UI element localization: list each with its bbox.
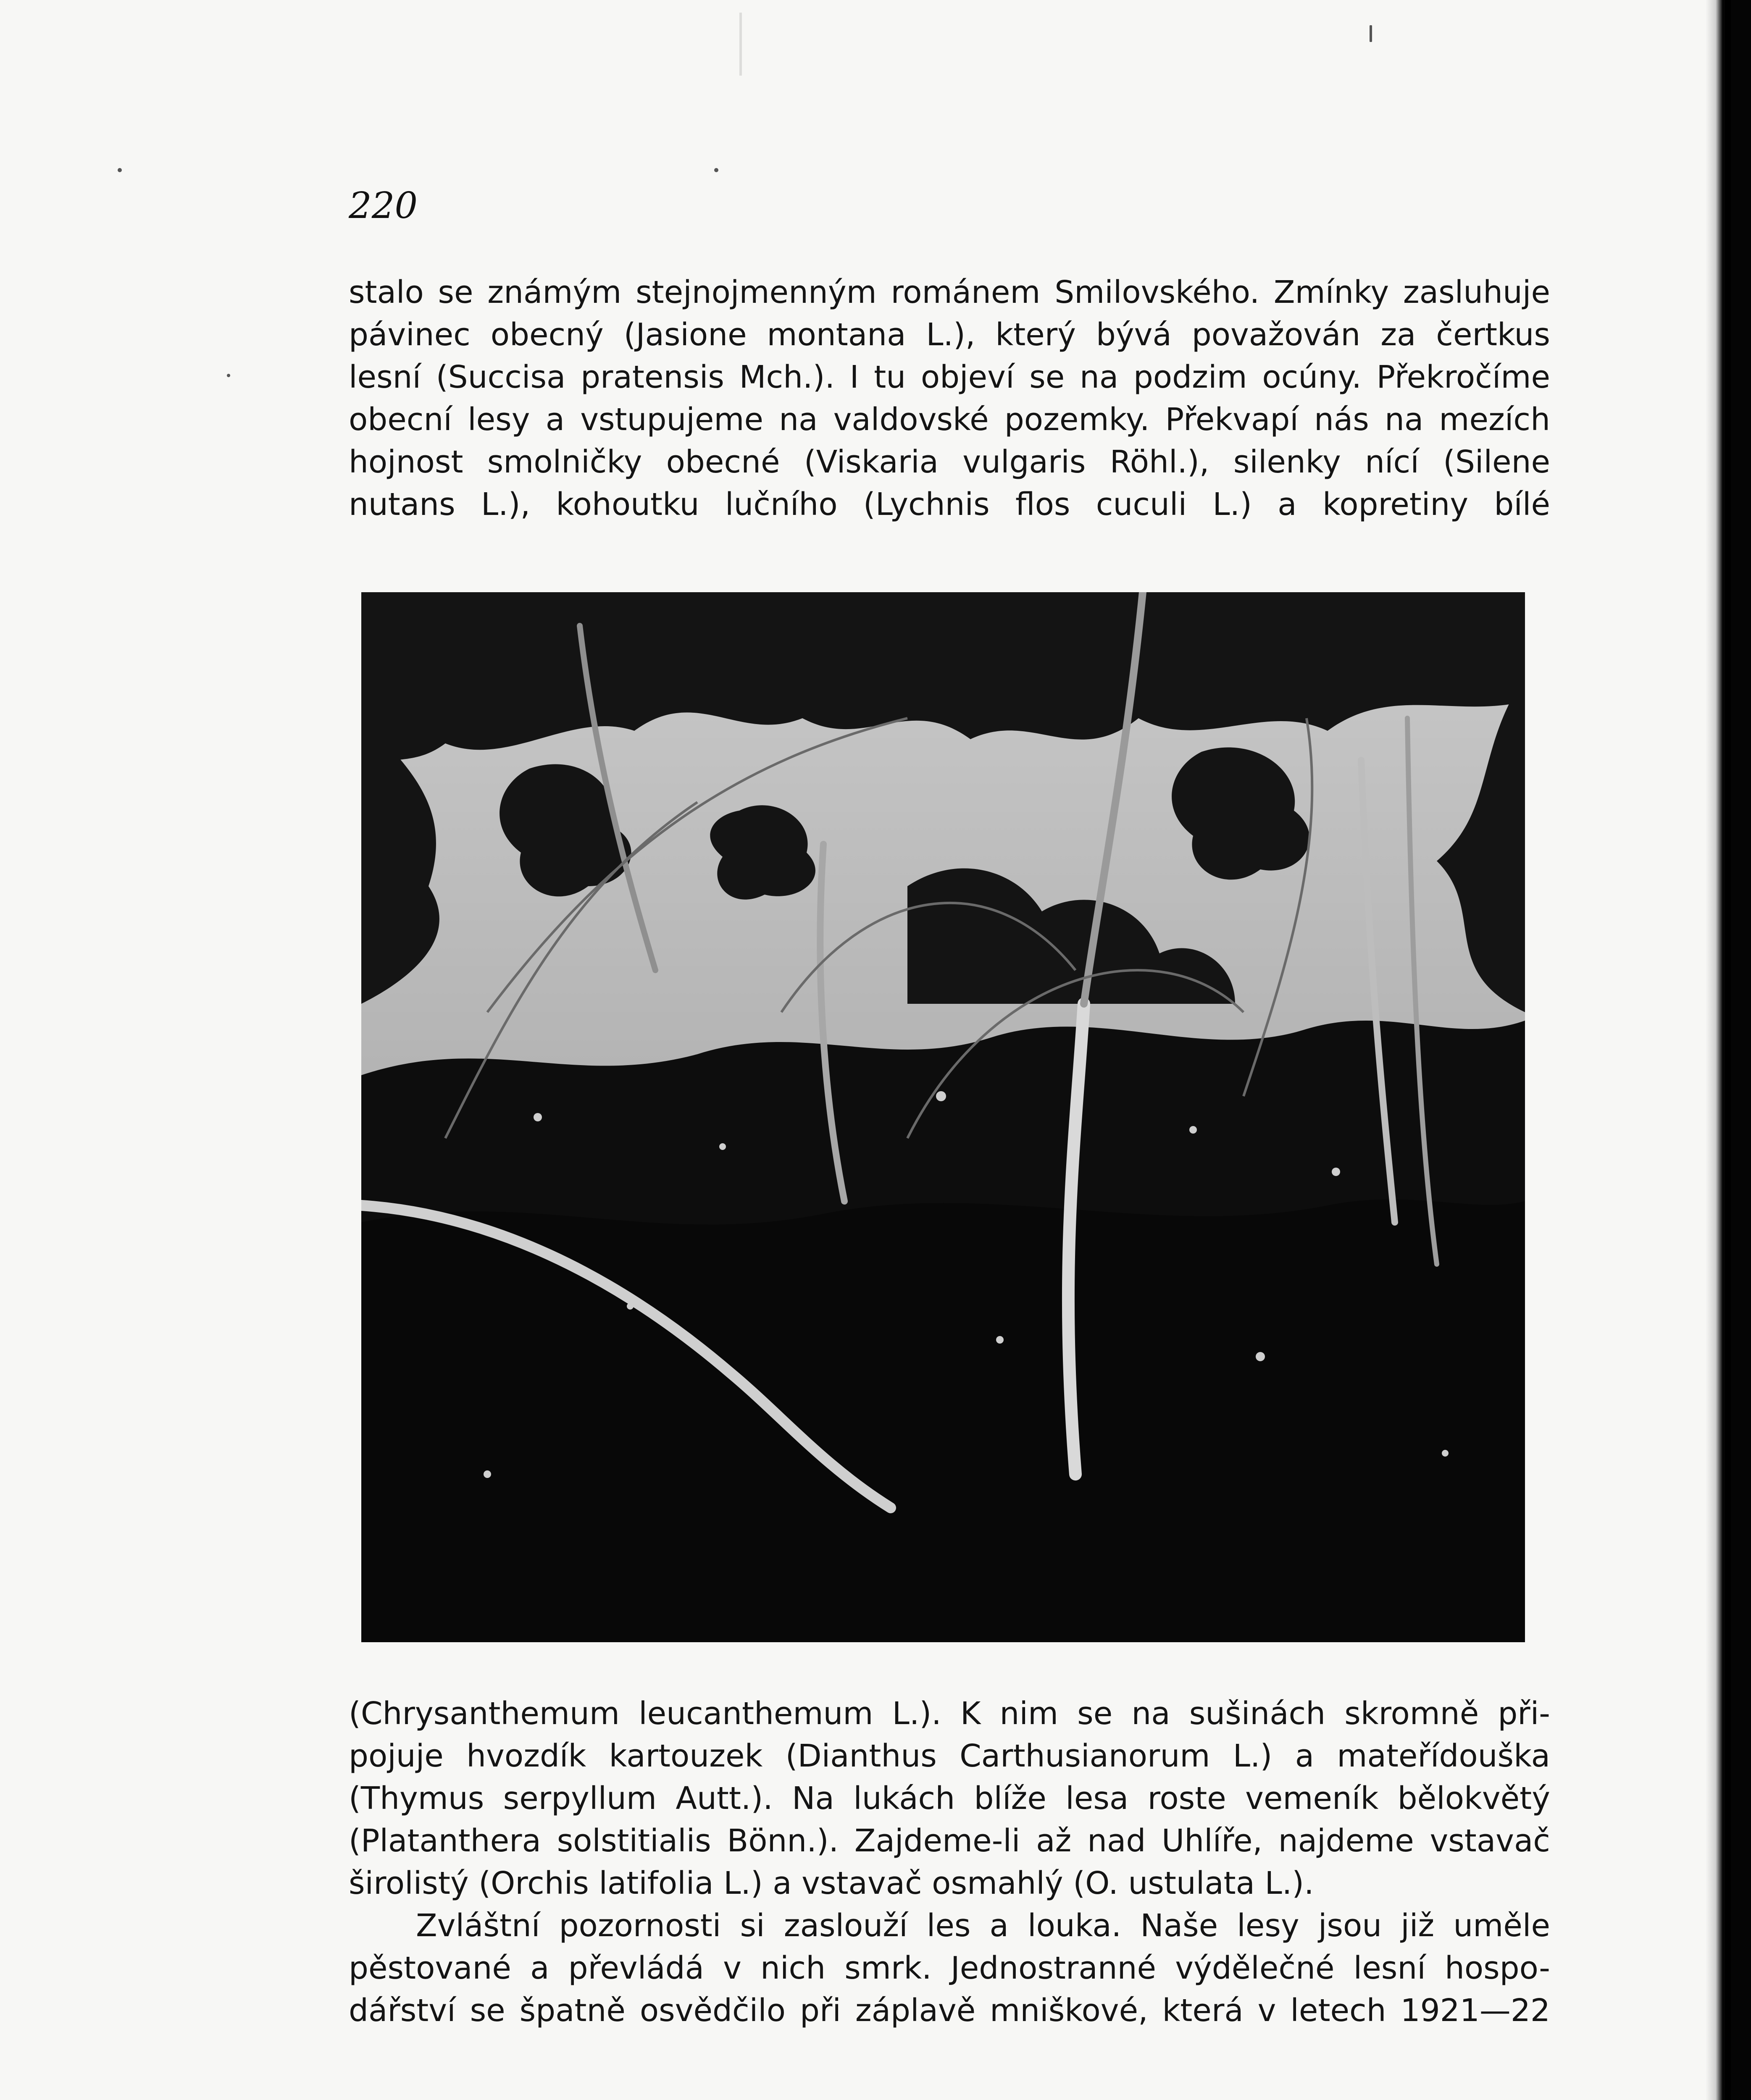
page-edge-shadow: [1706, 0, 1722, 2100]
text-line: lesní (Succisa pratensis Mch.). I tu objeví se na podzim ocúny. Překročíme: [349, 359, 1550, 395]
paragraph-top: [349, 271, 1550, 526]
text-line: dářství se špatně osvědčilo při záplavě mniškové, která v letech 1921—22: [349, 1992, 1550, 2029]
scan-speck: [118, 168, 122, 172]
text-line: stalo se známým stejnojmenným románem Smilovského. Zmínky zasluhuje: [349, 274, 1550, 310]
scan-border-rule: [1725, 0, 1731, 2100]
scan-speck: [714, 168, 718, 172]
scan-speck: [1370, 25, 1372, 42]
text-line: (Thymus serpyllum Autt.). Na lukách blíže lesa roste vemeník bělokvětý: [349, 1780, 1550, 1816]
text-line: pávinec obecný (Jasione montana L.), který bývá považován za čertkus: [349, 317, 1550, 353]
paragraph-bottom: [349, 1693, 1550, 2032]
text-line: pojuje hvozdík kartouzek (Dianthus Carthusianorum L.) a mateřídouška: [349, 1738, 1550, 1774]
text-line: pěstované a převládá v nich smrk. Jednostranné výdělečné lesní hospo-: [349, 1950, 1550, 1986]
library-stamp: [739, 13, 986, 76]
text-line: širolistý (Orchis latifolia L.) a vstavač osmahlý (O. ustulata L.).: [349, 1865, 1314, 1901]
text-line: hojnost smolničky obecné (Viskaria vulgaris Röhl.), silenky nící (Silene: [349, 444, 1550, 480]
scan-speck: [227, 374, 230, 377]
scan-border: [1722, 0, 1751, 2100]
text-line: (Chrysanthemum leucanthemum L.). K nim se na sušinách skromně při-: [349, 1696, 1550, 1732]
text-line: obecní lesy a vstupujeme na valdovské pozemky. Překvapí nás na mezích: [349, 402, 1550, 438]
page-number: 220: [349, 185, 418, 227]
forest-photograph: [361, 592, 1525, 1642]
text-line: Zvláštní pozornosti si zaslouží les a louka. Naše lesy jsou již uměle: [416, 1908, 1550, 1944]
text-line: nutans L.), kohoutku lučního (Lychnis flos cuculi L.) a kopretiny bílé: [349, 486, 1550, 522]
forest-photograph-image: [361, 592, 1525, 1642]
text-line: (Platanthera solstitialis Bönn.). Zajdeme-li až nad Uhlíře, najdeme vstavač: [349, 1823, 1550, 1859]
